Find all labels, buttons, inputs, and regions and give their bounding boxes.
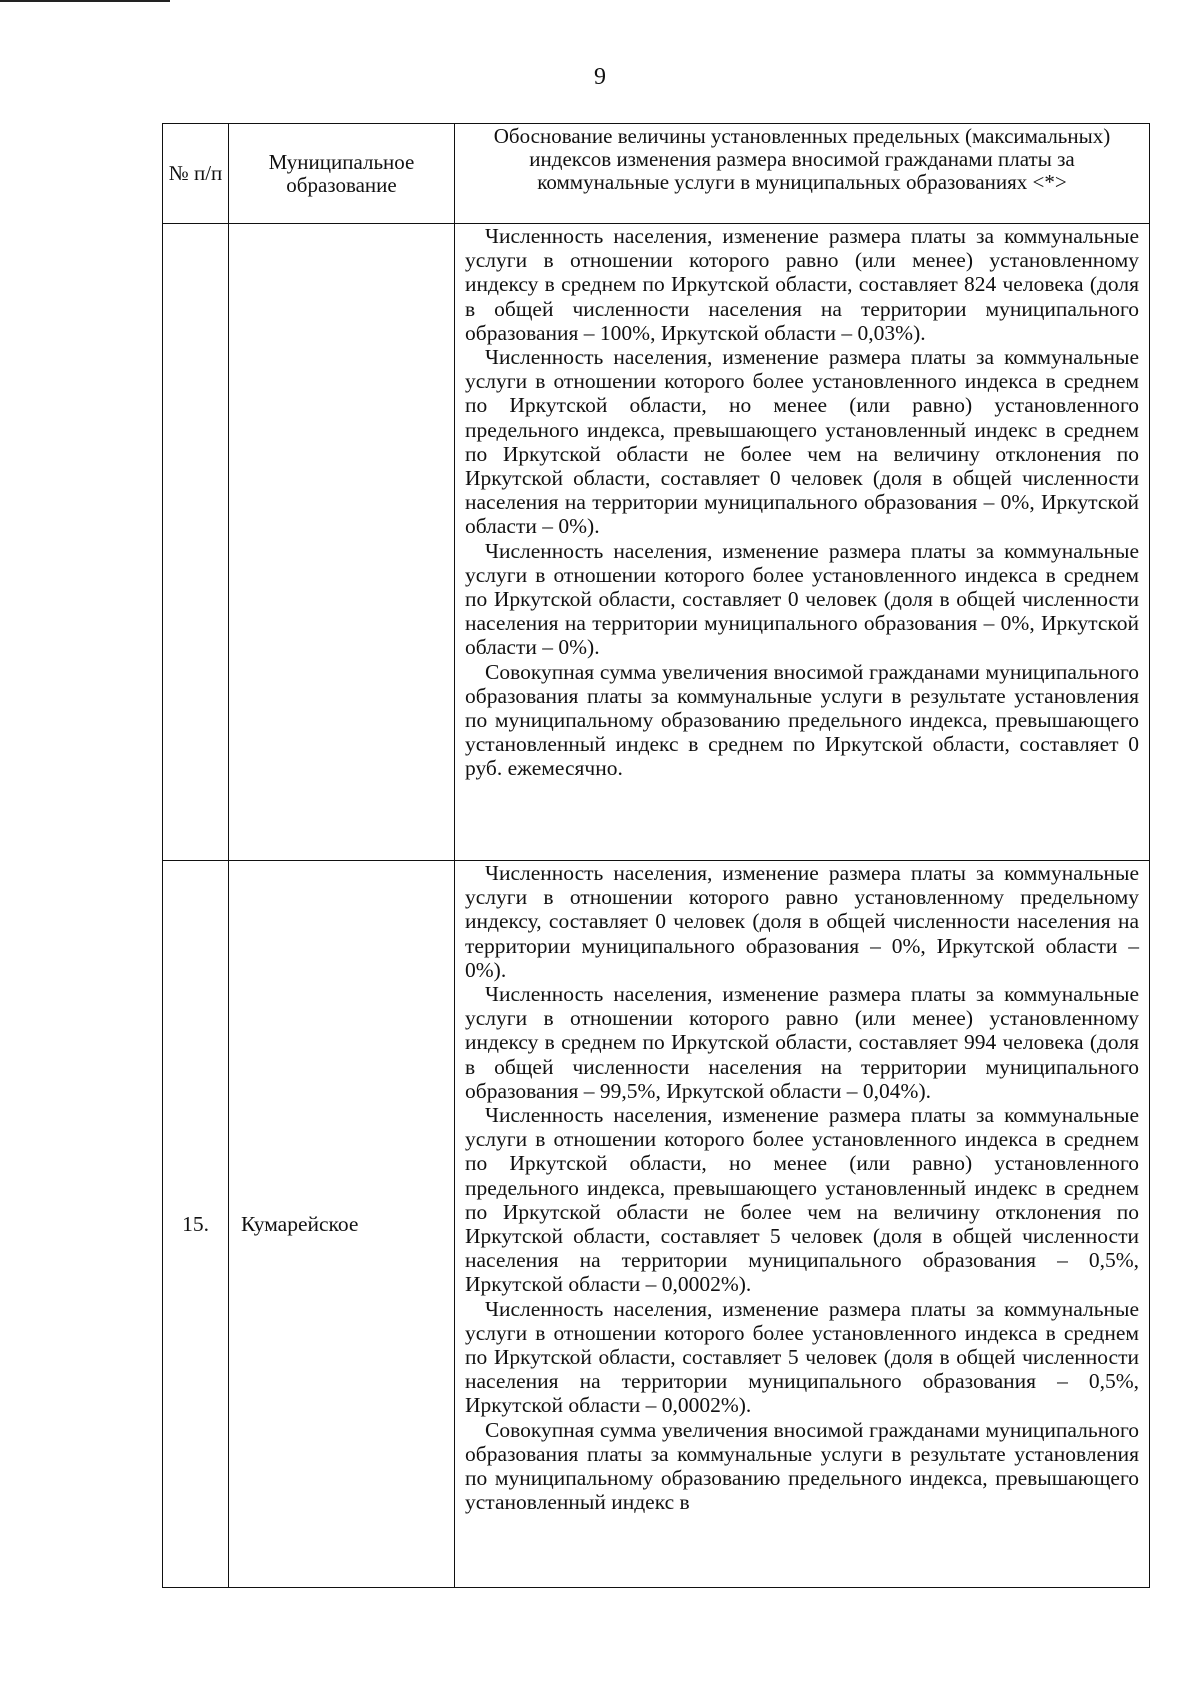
justification-paragraph: Численность населения, изменение размера платы за коммунальные услуги в отношении которого более установленного индекса в среднем по Иркутской области, но менее (или равно) установленного предельного индекса, превышающего установленный индекс в среднем по Иркутской области не более чем на величину отклонения по Иркутской области, составляет 5 человек (доля в общей численности населения на территории муниципального образования – 0,5%, Иркутской области – 0,0002%). bbox=[465, 1103, 1139, 1297]
table-row bbox=[163, 861, 1150, 1588]
row-justification bbox=[455, 224, 1150, 861]
row-municipality: Кумарейское bbox=[229, 861, 455, 1588]
justification-paragraph: Численность населения, изменение размера платы за коммунальные услуги в отношении которого более установленного индекса в среднем по Иркутской области, составляет 5 человек (доля в общей численности населения на территории муниципального образования – 0,5%, Иркутской области – 0,0002%). bbox=[465, 1296, 1139, 1418]
row-number bbox=[163, 224, 229, 861]
table-row bbox=[163, 224, 1150, 861]
justification-paragraph: Численность населения, изменение размера платы за коммунальные услуги в отношении которого равно (или менее) установленному индексу в среднем по Иркутской области, составляет 824 человека (доля в общей численности населения на территории муниципального образования – 100%, Иркутской области – 0,03%). bbox=[465, 224, 1139, 345]
justification-paragraph: Численность населения, изменение размера платы за коммунальные услуги в отношении которого более установленного индекса в среднем по Иркутской области, составляет 0 человек (доля в общей численности населения на территории муниципального образования – 0%, Иркутской области – 0%). bbox=[465, 538, 1139, 660]
header-num: № п/п bbox=[163, 124, 229, 224]
justification-paragraph: Совокупная сумма увеличения вносимой гражданами муниципального образования платы за коммунальные услуги в результате установления по муниципальному образованию предельного индекса, превышающего установленный индекс в bbox=[465, 1417, 1139, 1515]
row-number: 15. bbox=[163, 861, 229, 1588]
page-number: 9 bbox=[594, 64, 606, 90]
row-municipality bbox=[229, 224, 455, 861]
header-justification: Обоснование величины установленных предельных (максимальных) индексов изменения размера вносимой гражданами платы за коммунальные услуги в муниципальных образованиях <*> bbox=[455, 124, 1150, 224]
tariff-index-table bbox=[162, 123, 1150, 1588]
justification-paragraph: Численность населения, изменение размера платы за коммунальные услуги в отношении которого более установленного индекса в среднем по Иркутской области, но менее (или равно) установленного предельного индекса, превышающего установленный индекс в среднем по Иркутской области не более чем на величину отклонения по Иркутской области, составляет 0 человек (доля в общей численности населения на территории муниципального образования – 0%, Иркутской области – 0%). bbox=[465, 345, 1139, 539]
justification-paragraph: Численность населения, изменение размера платы за коммунальные услуги в отношении которого равно установленному предельному индексу, составляет 0 человек (доля в общей численности населения на территории муниципального образования – 0%, Иркутской области – 0%). bbox=[465, 861, 1139, 982]
row-justification bbox=[455, 861, 1150, 1588]
justification-paragraph: Численность населения, изменение размера платы за коммунальные услуги в отношении которого равно (или менее) установленному индексу в среднем по Иркутской области, составляет 994 человека (доля в общей численности населения на территории муниципального образования – 99,5%, Иркутской области – 0,04%). bbox=[465, 982, 1139, 1103]
scan-edge-rule bbox=[0, 0, 170, 2]
header-municipality: Муниципальное образование bbox=[229, 124, 455, 224]
justification-paragraph: Совокупная сумма увеличения вносимой гражданами муниципального образования платы за коммунальные услуги в результате установления по муниципальному образованию предельного индекса, превышающего установленный индекс в среднем по Иркутской области, составляет 0 руб. ежемесячно. bbox=[465, 659, 1139, 781]
table-header-row bbox=[163, 124, 1150, 224]
